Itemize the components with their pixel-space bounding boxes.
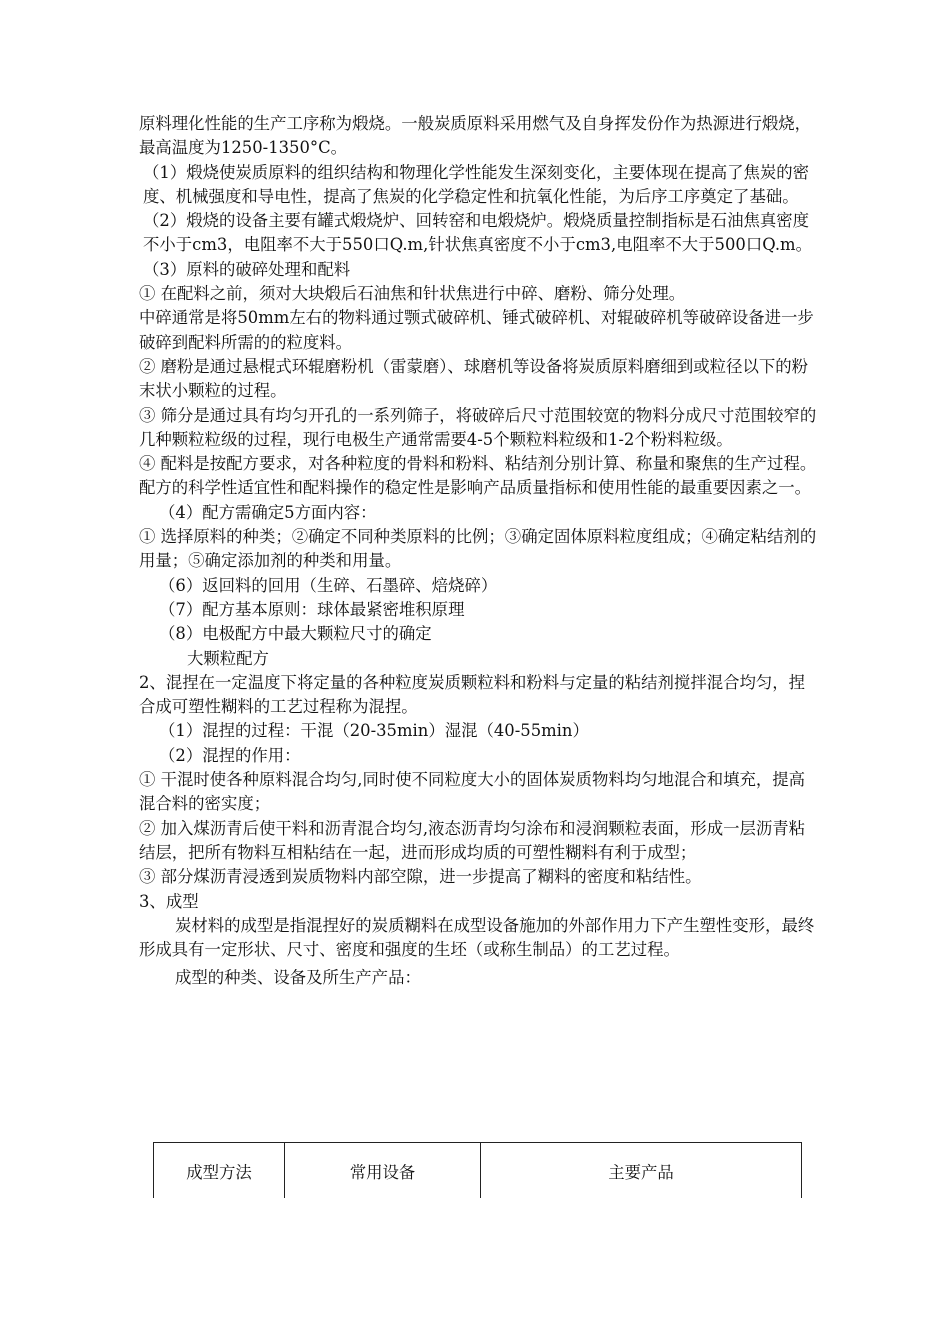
paragraph: 中碎通常是将50mm左右的物料通过颚式破碎机、锤式破碎机、对辊破碎机等破碎设备进一步破碎到配料所需的的粒度料。: [139, 308, 814, 352]
paragraph: （6）返回料的回用（生碎、石墨碎、焙烧碎）: [159, 575, 498, 595]
table-header-cell: 主要产品: [481, 1143, 802, 1199]
paragraph: （1）混捏的过程：干混（20-35min）湿混（40-55min）: [159, 721, 589, 741]
section-heading: 3、成型: [139, 891, 199, 911]
table-header-cell: 常用设备: [285, 1143, 481, 1199]
paragraph: （2）混捏的作用：: [159, 745, 301, 765]
paragraph: （8）电极配方中最大颗粒尺寸的确定: [159, 624, 432, 644]
paragraph: ① 在配料之前，须对大块煅后石油焦和针状焦进行中碎、磨粉、筛分处理。: [139, 284, 686, 304]
paragraph: 炭材料的成型是指混捏好的炭质糊料在成型设备施加的外部作用力下产生塑性变形，最终形成具有一定形状、尺寸、密度和强度的生坯（或称生制品）的工艺过程。: [139, 915, 815, 960]
paragraph: ④ 配料是按配方要求，对各种粒度的骨料和粉料、粘结剂分别计算、称量和聚焦的生产过程。配方的科学性适宜性和配料操作的稳定性是影响产品质量指标和使用性能的最重要因素之一。: [139, 454, 817, 498]
paragraph: （2）煅烧的设备主要有罐式煅烧炉、回转窑和电煅烧炉。煅烧质量控制指标是石油焦真密度不小于cm3，电阻率不大于550口Q.m,针状焦真密度不小于cm3,电阻率不大于500口Q.m。: [143, 211, 812, 255]
table-header-cell: 成型方法: [154, 1143, 285, 1199]
paragraph: ② 磨粉是通过悬棍式环辊磨粉机（雷蒙磨）、球磨机等设备将炭质原料磨细到或粒径以下的粉末状小颗粒的过程。: [139, 356, 809, 401]
paragraph: （3）原料的破碎处理和配料: [143, 259, 351, 279]
paragraph: （7）配方基本原则：球体最紧密堆积原理: [159, 599, 465, 619]
paragraph: ① 干混时使各种原料混合均匀,同时使不同粒度大小的固体炭质物料均匀地混合和填充，提高混合料的密实度；: [139, 770, 806, 814]
table-header-row: [154, 1143, 802, 1199]
document-body: [139, 112, 819, 991]
paragraph: （1）煅烧使炭质原料的组织结构和物理化学性能发生深刻变化，主要体现在提高了焦炭的密度、机械强度和导电性，提高了焦炭的化学稳定性和抗氧化性能，为后序工序奠定了基础。: [143, 162, 810, 206]
paragraph: 2、混捏在一定温度下将定量的各种粒度炭质颗粒料和粉料与定量的粘结剂搅拌混合均匀，捏合成可塑性糊料的工艺过程称为混捏。: [139, 672, 806, 717]
paragraph: ③ 筛分是通过具有均匀开孔的一系列筛子，将破碎后尺寸范围较宽的物料分成尺寸范围较窄的几种颗粒粒级的过程，现行电极生产通常需要4-5个颗粒料粒级和1-2个粉料粒级。: [139, 405, 817, 449]
paragraph: 大颗粒配方: [187, 648, 269, 668]
paragraph: ① 选择原料的种类；②确定不同种类原料的比例；③确定固体原料粒度组成；④确定粘结剂的用量；⑤确定添加剂的种类和用量。: [139, 527, 817, 571]
forming-methods-table: [153, 1142, 802, 1198]
paragraph: （4）配方需确定5方面内容：: [159, 502, 377, 522]
paragraph: 原料理化性能的生产工序称为煅烧。一般炭质原料采用燃气及自身挥发份作为热源进行煅烧，最高温度为1250-1350°C。: [139, 114, 812, 158]
paragraph: ③ 部分煤沥青浸透到炭质物料内部空隙，进一步提高了糊料的密度和粘结性。: [139, 867, 702, 887]
paragraph: ② 加入煤沥青后使干料和沥青混合均匀,液态沥青均匀涂布和浸润颗粒表面，形成一层沥青粘结层，把所有物料互相粘结在一起，进而形成均质的可塑性糊料有利于成型；: [139, 818, 806, 862]
paragraph: 成型的种类、设备及所生产产品：: [175, 968, 421, 988]
